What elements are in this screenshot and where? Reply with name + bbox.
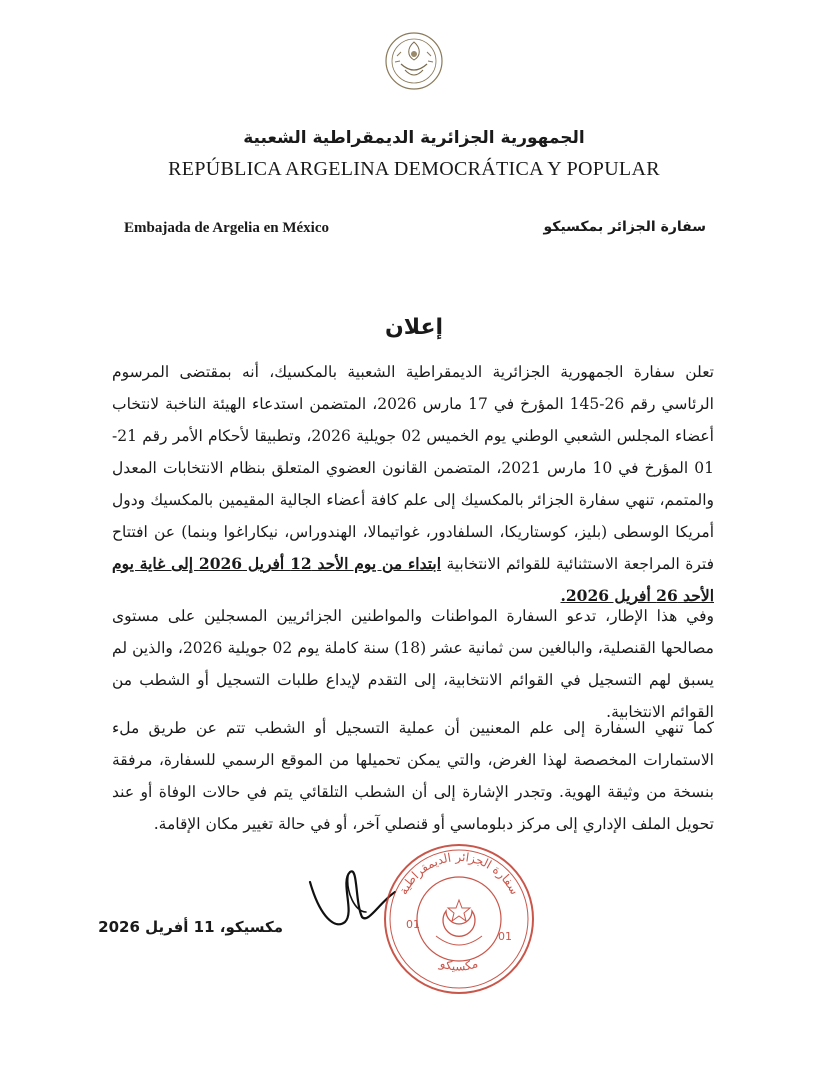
embassy-name-spanish: Embajada de Argelia en México [124, 220, 329, 236]
stamp-number-right: 01 [498, 930, 512, 943]
national-emblem-icon [383, 30, 445, 92]
paragraph-2: وفي هذا الإطار، تدعو السفارة المواطنات والمواطنين الجزائريين المسجلين على مستوى مصالحها القنصلية، والبالغين سن ثمانية عشر (18) سنة كاملة يوم 02 جويلية 2026، والذين لم يسبق لهم التسجيل في القوائم الانتخابية، إلى التقدم لإيداع طلبات التسجيل أو الشطب من القوائم الانتخابية. [112, 607, 714, 721]
paragraph-1 [112, 356, 714, 612]
stamp-top-text: سفارة الجزائر الديمقراطية [396, 849, 522, 897]
announcement-title: إعلان [384, 315, 444, 340]
svg-text:مكسيكو [437, 956, 480, 974]
paragraph-1-text: تعلن سفارة الجمهورية الجزائرية الديمقراطية الشعبية بالمكسيك، أنه بمقتضى المرسوم الرئاسي رقم 26-145 المؤرخ في 17 مارس 2026، المتضمن استدعاء الهيئة الناخبة لانتخاب أعضاء المجلس الشعبي الوطني يوم الخميس 02 جويلية 2026، وتطبيقا لأحكام الأمر رقم 21-01 المؤرخ في 10 مارس 2021، المتضمن القانون العضوي المتعلق بنظام الانتخابات المعدل والمتمم، تنهي سفارة الجزائر بالمكسيك إلى علم كافة أعضاء الجالية المقيمين بالمكسيك ودول أمريكا الوسطى (بليز، كوستاريكا، السلفادور، غواتيمالا، الهندوراس، نيكاراغوا وبنما) عن افتتاح فترة المراجعة الاستثنائية للقوائم الانتخابية [112, 363, 714, 573]
stamp-number-left: 01 [406, 918, 420, 931]
registration-period: ابتداء من يوم الأحد 12 أفريل 2026 إلى غاية يوم الأحد 26 أفريل 2026. [112, 554, 714, 605]
header-spanish: REPÚBLICA ARGELINA DEMOCRÁTICA Y POPULAR [168, 158, 660, 180]
svg-text:سفارة الجزائر الديمقراطية [396, 850, 522, 897]
embassy-name-arabic: سفارة الجزائر بمكسيكو [543, 219, 706, 235]
paragraph-3: كما تنهي السفارة إلى علم المعنيين أن عملية التسجيل أو الشطب تتم عن طريق ملء الاستمارات المخصصة لهذا الغرض، والتي يمكن تحميلها من الموقع الرسمي للسفارة، مرفقة بنسخة من وثيقة الهوية. وتجدر الإشارة إلى أن الشطب التلقائي يتم في حالات الوفاة أو عند تحويل الملف الإداري إلى مركز دبلوماسي أو قنصلي آخر، أو في حالة تغيير مكان الإقامة. [112, 719, 714, 833]
stamp-bottom-text: مكسيكو [438, 956, 480, 974]
official-stamp-icon [376, 836, 542, 1002]
header-arabic: الجمهورية الجزائرية الديمقراطية الشعبية [243, 128, 585, 148]
date-line: مكسيكو، 11 أفريل 2026 [98, 918, 283, 936]
